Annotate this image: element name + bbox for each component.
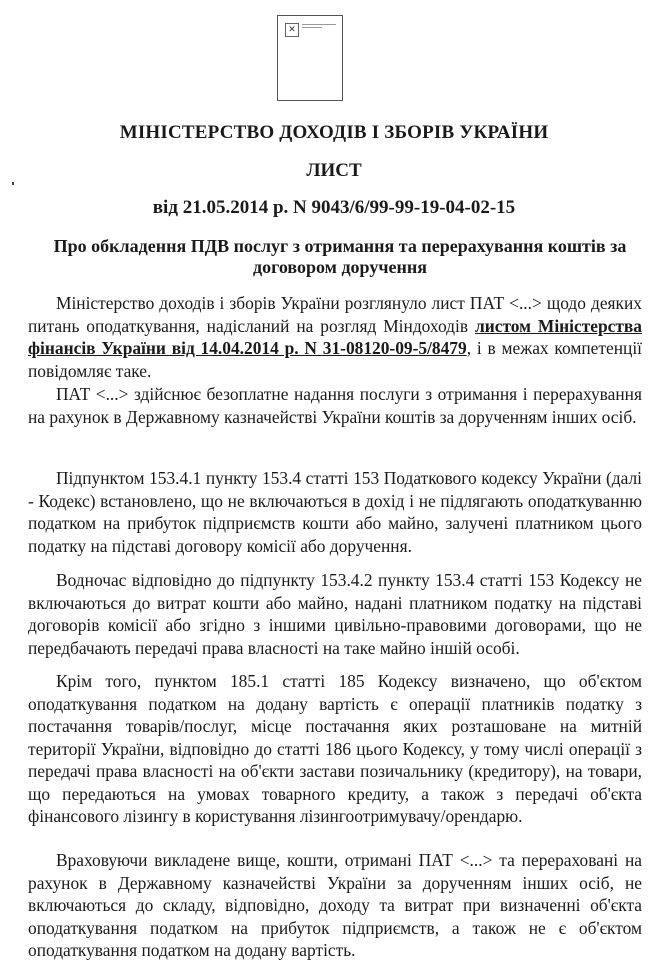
document-date-number: від 21.05.2014 р. N 9043/6/99-99-19-04-02-15 [152, 197, 516, 218]
scan-speck [12, 182, 14, 185]
paragraph-5: Крім того, пунктом 185.1 статті 185 Кодексу визначено, що об'єктом оподаткування податком на додану вартість є операції платників податку з постачання товарів/послуг, місце постачання яких розташоване на митній території України, відповідно до статті 186 цього Кодексу, у тому числі операції з передачі права власності на об'єкти застави позичальнику (кредитору), на товари, що передаються на умовах товарного кредиту, а також з передачі об'єкта фінансового лізингу в користування лізингоотримувачу/орендарю. [28, 671, 642, 826]
paragraph-6: Враховуючи викладене вище, кошти, отримані ПАТ <...> та перераховані на рахунок в Державному казначействі України за дорученням інших осіб, не включаються до складу, відповідно, доходу та витрат при визначенні об'єкта оподаткування податком на прибуток підприємств, а також не є об'єктом оподаткування податком на додану вартість. [28, 850, 642, 960]
ministry-heading: МІНІСТЕРСТВО ДОХОДІВ І ЗБОРІВ УКРАЇНИ [119, 122, 549, 143]
ministry-finance-letter-link[interactable]: листом Міністерства фінансів України від 14.04.2014 р. N 31-08120-09-5/8479 [28, 315, 642, 358]
broken-image-icon: ✕ [285, 23, 299, 37]
paragraph-3: Підпунктом 153.4.1 пункту 153.4 статті 153 Податкового кодексу України (далі - Кодекс) встановлено, що не включаються в дохід і не підлягають оподаткуванню податком на прибуток підприємств кошти або майно, залучені платником цього податку на підставі договору комісії або доручення. [28, 468, 642, 556]
document-type: ЛИСТ [306, 160, 362, 181]
paragraph-2: ПАТ <...> здійснює безоплатне надання послуги з отримання і перерахування на рахунок в Державному казначействі України коштів за дорученням інших осіб. [28, 384, 642, 427]
emblem-placeholder [277, 15, 343, 101]
paragraph-1-text: Міністерство доходів і зборів України розглянуло лист ПАТ <...> щодо деяких питань оподаткування, надісланий на розгляд Міндоходів [28, 293, 642, 336]
paragraph-1-text-end: , і в межах компетенції повідомляє таке. [28, 338, 642, 381]
paragraph-4: Водночас відповідно до підпункту 153.4.2 пункту 153.4 статті 153 Кодексу не включаються до витрат кошти або майно, надані платником податку на підставі договорів комісії або згідно з іншими цивільно-правовими договорами, що не передбачають передачі права власності на таке майно іншій особі. [28, 570, 642, 658]
paragraph-1 [28, 292, 642, 382]
placeholder-text-line [302, 27, 322, 28]
placeholder-text-line [302, 24, 336, 25]
document-subject: Про обкладення ПДВ послуг з отримання та перерахування коштів за договором доручення [53, 236, 627, 277]
